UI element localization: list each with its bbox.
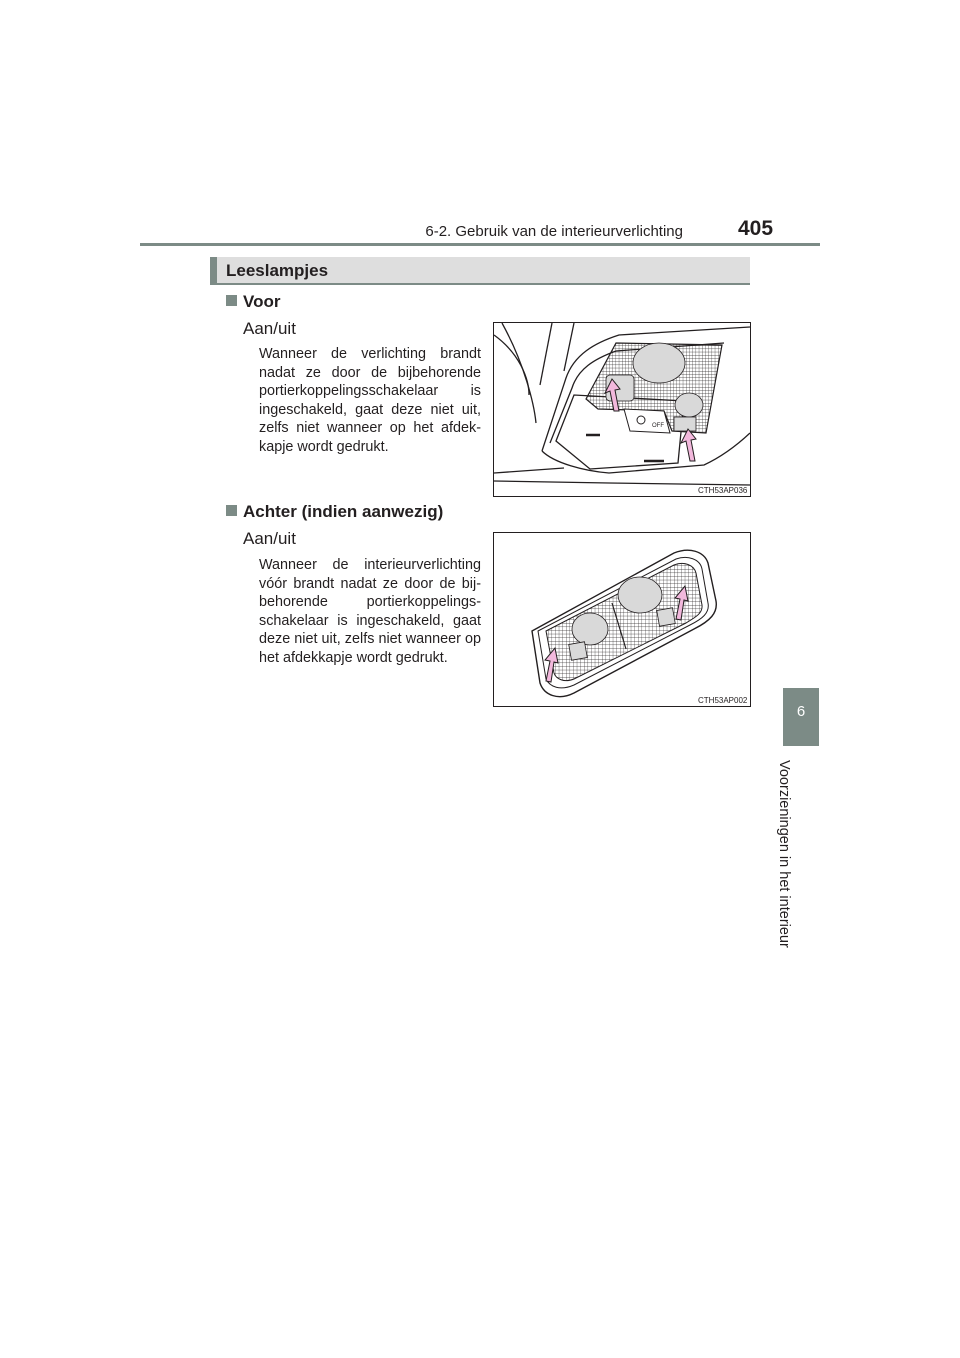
page-number: 405 (738, 217, 774, 240)
item-heading-front (226, 292, 280, 312)
header-rule (140, 243, 820, 246)
item-heading-rear (226, 502, 443, 522)
figure-code-rear: CTH53AP002 (698, 696, 748, 705)
item-heading-rear-text: Achter (indien aanwezig) (243, 502, 444, 521)
section-heading: Leeslampjes (226, 261, 329, 280)
square-bullet-icon (226, 295, 237, 306)
arrow-icon (681, 429, 696, 461)
off-label: OFF (652, 423, 664, 429)
item-label-front: Aan/uit (243, 319, 296, 338)
square-bullet-icon (226, 505, 237, 516)
section-title: 6-2. Gebruik van de interieurverlichting (425, 223, 683, 240)
item-heading-front-text: Voor (243, 292, 281, 311)
chapter-title (776, 760, 812, 960)
item-label-rear: Aan/uit (243, 529, 296, 548)
chapter-number: 6 (796, 703, 806, 720)
item-text-rear: Wanneer de interieurverlichting vóór brandt nadat ze door de bij-behorende portierkoppelings-schakelaar is ingeschakeld, gaat deze niet uit, zelfs niet wanneer op het afdekkapje wordt gedrukt. (259, 557, 481, 666)
figure-rear-reading-lights (493, 532, 751, 707)
section-heading-accent (210, 257, 217, 285)
rear-lamp-illustration (494, 533, 750, 706)
figure-code-front: CTH53AP036 (698, 486, 748, 495)
figure-front-reading-lights (493, 322, 751, 497)
front-console-illustration (494, 323, 750, 496)
item-text-front: Wanneer de verlichting brandt nadat ze door de bijbehorende portierkoppelingsschakelaar is ingeschakeld, gaat deze niet uit, zelfs niet wanneer op het afdek-kapje wordt gedrukt. (259, 346, 481, 455)
chapter-title-text: Voorzieningen in het interieur (776, 760, 792, 948)
